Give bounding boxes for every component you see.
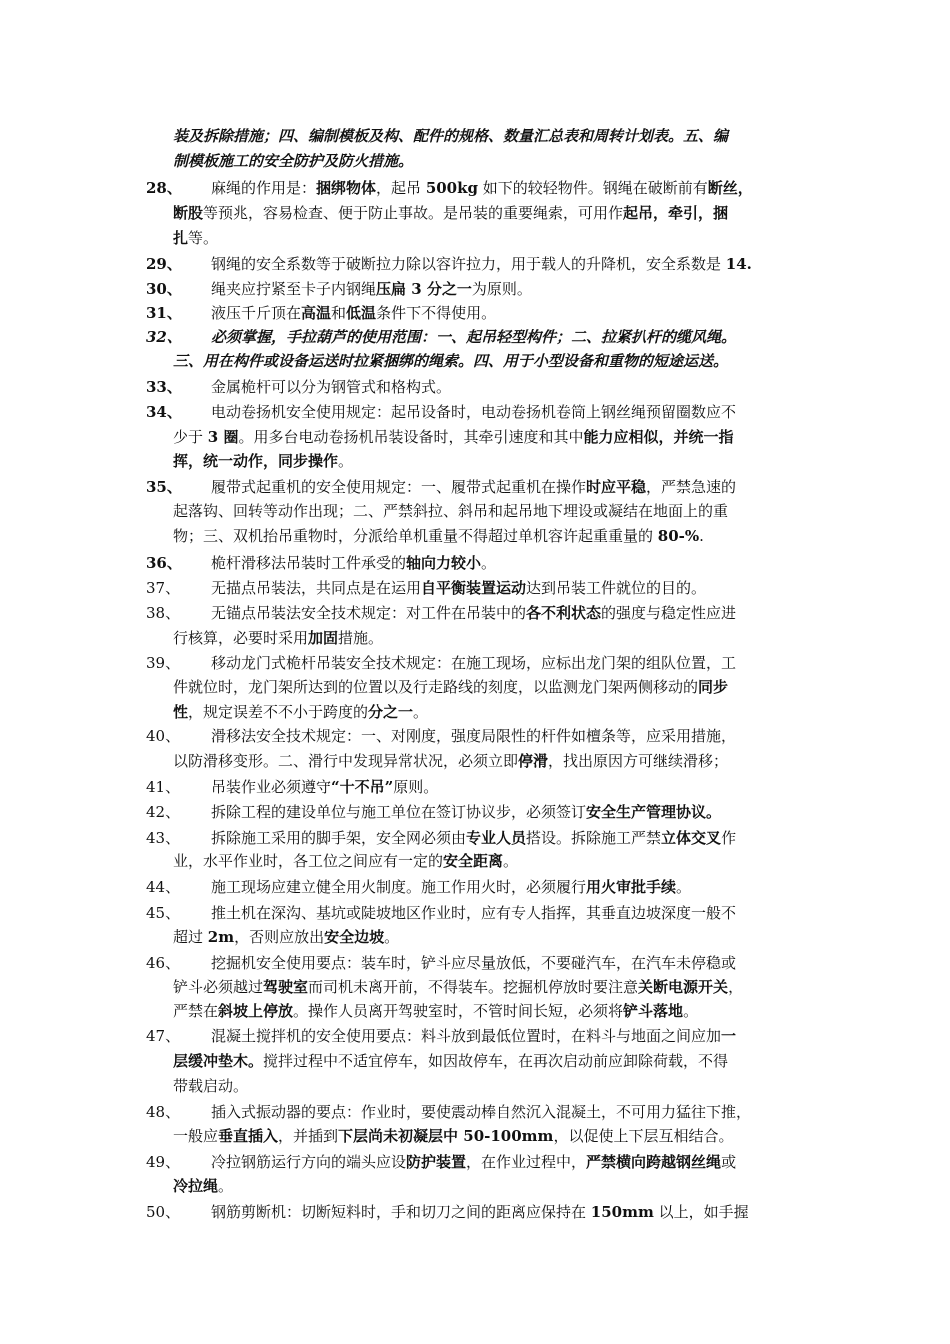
continuation-line bbox=[173, 702, 428, 724]
continuation-line bbox=[173, 751, 728, 773]
text-run: ，严禁急速的 bbox=[646, 478, 737, 496]
text-run: 混凝土搅拌机的安全使用要点：料斗放到最低位置时，在料斗与地面之间应加 bbox=[211, 1027, 722, 1045]
text-run: 以防滑移变形。二、滑行中发现异常状况，必须立即 bbox=[173, 752, 519, 770]
text-run: 拆除工程的建设单位与施工单位在签订协议步，必须签订 bbox=[211, 803, 587, 821]
item-text-line bbox=[211, 802, 721, 824]
item-number: 34、 bbox=[146, 403, 182, 421]
text-run: 。 bbox=[338, 452, 354, 470]
emphasized-text: “十不吊” bbox=[331, 778, 394, 796]
text-run: 少于 bbox=[173, 428, 208, 446]
text-run: 金属桅杆可以分为钢管式和格构式。 bbox=[211, 378, 452, 396]
item-number: 32、 bbox=[146, 328, 182, 346]
item-number: 45、 bbox=[146, 904, 181, 922]
continuation-line bbox=[173, 927, 399, 949]
text-run: ，否则应放出 bbox=[234, 928, 325, 946]
item-text-line bbox=[211, 903, 736, 925]
text-run: 起落钩、回转等动作出现；二、严禁斜拉、斜吊和起吊地下埋设或凝结在地面上的重 bbox=[173, 502, 729, 520]
text-run: 条件下不得使用。 bbox=[376, 304, 497, 322]
continuation-line bbox=[173, 1176, 233, 1198]
item-text-line bbox=[211, 1152, 736, 1174]
continuation-line bbox=[173, 351, 728, 373]
text-run: 。操作人员离开驾驶室时，不管时间长短，必须将 bbox=[293, 1002, 624, 1020]
emphasized-text: 性 bbox=[173, 703, 189, 721]
item-text-line bbox=[211, 402, 736, 424]
item-number: 36、 bbox=[146, 554, 182, 572]
item-number: 29、 bbox=[146, 255, 182, 273]
emphasized-text: 冷拉绳 bbox=[173, 1177, 219, 1195]
text-run: 移动龙门式桅杆吊装安全技术规定：在施工现场，应标出龙门架的组队位置，工 bbox=[211, 654, 737, 672]
text-run: 电动卷扬机安全使用规定：起吊设备时，电动卷扬机卷筒上钢丝绳预留圈数应不 bbox=[211, 403, 737, 421]
item-number: 30、 bbox=[146, 280, 182, 298]
emphasized-text: 安全边坡 bbox=[324, 928, 385, 946]
emphasized-text: 低温 bbox=[346, 304, 377, 322]
emphasized-text: 制模板施工的安全防护及防火措施。 bbox=[173, 152, 414, 170]
item-number: 33、 bbox=[146, 378, 182, 396]
text-run: 以上，如手握 bbox=[653, 1203, 749, 1221]
emphasized-text: 驾驶室 bbox=[263, 978, 309, 996]
text-run: 件就位时，龙门架所达到的位置以及行走路线的刻度，以监测龙门架两侧移动的 bbox=[173, 678, 699, 696]
emphasized-text: 150mm bbox=[590, 1203, 654, 1221]
item-number: 48、 bbox=[146, 1103, 181, 1121]
item-number: 40、 bbox=[146, 727, 181, 745]
emphasized-text: 各不利状态 bbox=[526, 604, 602, 622]
text-run: . bbox=[699, 527, 704, 545]
emphasized-text: 断丝， bbox=[707, 179, 753, 197]
text-run: 作 bbox=[721, 829, 737, 847]
emphasized-text: 防护装置 bbox=[406, 1153, 467, 1171]
emphasized-text: 立体交叉 bbox=[661, 829, 722, 847]
text-run: 。 bbox=[683, 1002, 699, 1020]
emphasized-text: 高温 bbox=[301, 304, 332, 322]
text-run: 物；三、双机抬吊重物时，分派给单机重量不得超过单机容许起重重量的 bbox=[173, 527, 658, 545]
item-text-line bbox=[211, 327, 736, 349]
item-number: 43、 bbox=[146, 829, 181, 847]
emphasized-text: 安全生产管理协议。 bbox=[586, 803, 722, 821]
text-run: 冷拉钢筋运行方向的端头应设 bbox=[211, 1153, 407, 1171]
item-text-line bbox=[211, 1202, 749, 1224]
text-run: 业，水平作业时，各工位之间应有一定的 bbox=[173, 852, 444, 870]
text-run: 达到吊装工件就位的目的。 bbox=[526, 579, 707, 597]
text-run: 。 bbox=[384, 928, 400, 946]
item-text-line bbox=[211, 279, 532, 301]
continuation-line bbox=[173, 677, 728, 699]
emphasized-text: 加固 bbox=[308, 629, 339, 647]
item-number: 39、 bbox=[146, 654, 181, 672]
text-run: 。用多台电动卷扬机吊装设备时，其牵引速度和其中 bbox=[238, 428, 584, 446]
text-run: 如下的较轻物件。钢绳在破断前有 bbox=[478, 179, 708, 197]
emphasized-text: 装及拆除措施；四、编制模板及构、配件的规格、数量汇总表和周转计划表。五、编 bbox=[173, 127, 729, 145]
emphasized-text: 2m bbox=[207, 928, 235, 946]
item-number: 44、 bbox=[146, 878, 181, 896]
emphasized-text: 捆绑物体 bbox=[316, 179, 377, 197]
emphasized-text: 专业人员 bbox=[466, 829, 527, 847]
text-run: 。 bbox=[218, 1177, 234, 1195]
emphasized-text: 3 圈 bbox=[207, 428, 239, 446]
emphasized-text: 垂直插入 bbox=[218, 1127, 279, 1145]
emphasized-text: 停滑 bbox=[518, 752, 549, 770]
item-number: 35、 bbox=[146, 478, 182, 496]
item-number: 38、 bbox=[146, 604, 181, 622]
item-text-line bbox=[211, 877, 691, 899]
text-run: ，以促使上下层互相结合。 bbox=[553, 1127, 734, 1145]
text-run: 钢绳的安全系数等于破断拉力除以容许拉力，用于载人的升降机，安全系数是 bbox=[211, 255, 726, 273]
text-run: 无描点吊装法，共同点是在运用 bbox=[211, 579, 422, 597]
text-run: ，找出原因方可继续滑移； bbox=[548, 752, 729, 770]
emphasized-text: 时应平稳 bbox=[586, 478, 647, 496]
text-run: 。 bbox=[676, 878, 692, 896]
emphasized-text: 严禁横向跨越钢丝绳 bbox=[586, 1153, 722, 1171]
continuation-line bbox=[173, 151, 413, 173]
item-number: 37、 bbox=[146, 579, 181, 597]
text-run: 绳夹应拧紧至卡子内钢绳 bbox=[211, 280, 377, 298]
text-run: 推土机在深沟、基坑或陡坡地区作业时，应有专人指挥，其垂直边坡深度一般不 bbox=[211, 904, 737, 922]
emphasized-text: 500kg bbox=[425, 179, 479, 197]
text-run: 超过 bbox=[173, 928, 208, 946]
continuation-line bbox=[173, 977, 743, 999]
item-number: 28、 bbox=[146, 179, 182, 197]
text-run: 滑移法安全技术规定：一、对刚度，强度局限性的杆件如檀条等，应采用措施， bbox=[211, 727, 737, 745]
emphasized-text: 必须掌握，手拉葫芦的使用范围：一、起吊轻型构件；二、拉紧扒杆的缆风绳。 bbox=[211, 328, 737, 346]
item-number: 31、 bbox=[146, 304, 182, 322]
continuation-line bbox=[173, 1076, 248, 1098]
text-run: 挖掘机安全使用要点：装车时，铲斗应尽量放低，不要碰汽车，在汽车未停稳或 bbox=[211, 954, 737, 972]
emphasized-text: 轴向力较小 bbox=[406, 554, 482, 572]
text-run: 无锚点吊装法安全技术规定：对工件在吊装中的 bbox=[211, 604, 527, 622]
item-text-line bbox=[211, 377, 451, 399]
item-text-line bbox=[211, 303, 496, 325]
continuation-line bbox=[173, 203, 728, 225]
text-run: 搭设。拆除施工严禁 bbox=[526, 829, 662, 847]
text-run: 的强度与稳定性应进 bbox=[601, 604, 737, 622]
emphasized-text: 14. bbox=[725, 255, 752, 273]
item-text-line bbox=[211, 603, 736, 625]
text-run: 桅杆滑移法吊装时工件承受的 bbox=[211, 554, 407, 572]
item-text-line bbox=[211, 777, 438, 799]
text-run: 为原则。 bbox=[471, 280, 532, 298]
text-run: 原则。 bbox=[393, 778, 439, 796]
emphasized-text: 三、用在构件或设备运送时拉紧捆绑的绳索。四、用于小型设备和重物的短途运送。 bbox=[173, 352, 729, 370]
text-run: 拆除施工采用的脚手架，安全网必须由 bbox=[211, 829, 467, 847]
continuation-line bbox=[173, 526, 704, 548]
text-run: 搅拌过程中不适宜停车，如因故停车，在再次启动前应卸除荷载，不得 bbox=[263, 1052, 729, 1070]
emphasized-text: 自平衡装置运动 bbox=[421, 579, 527, 597]
continuation-line bbox=[173, 1001, 698, 1023]
text-run: 。 bbox=[481, 554, 497, 572]
emphasized-text: 压扁 3 分之一 bbox=[376, 280, 472, 298]
emphasized-text: 关断电源开关 bbox=[638, 978, 729, 996]
emphasized-text: 斜坡上停放 bbox=[218, 1002, 294, 1020]
item-text-line bbox=[211, 1102, 751, 1124]
text-run: 措施。 bbox=[338, 629, 384, 647]
item-text-line bbox=[211, 178, 753, 200]
text-run: 液压千斤顶在 bbox=[211, 304, 302, 322]
item-text-line bbox=[211, 553, 496, 575]
text-run: ，并插到 bbox=[278, 1127, 339, 1145]
item-number: 42、 bbox=[146, 803, 181, 821]
emphasized-text: 扎 bbox=[173, 229, 189, 247]
emphasized-text: 80-% bbox=[657, 527, 700, 545]
emphasized-text: 分之一 bbox=[368, 703, 414, 721]
text-run: 。 bbox=[413, 703, 429, 721]
text-run: ，规定误差不不小于跨度的 bbox=[188, 703, 369, 721]
item-text-line bbox=[211, 477, 736, 499]
item-text-line bbox=[211, 1026, 736, 1048]
item-text-line bbox=[211, 653, 736, 675]
emphasized-text: 断股 bbox=[173, 204, 204, 222]
text-run: 履带式起重机的安全使用规定：一、履带式起重机在操作 bbox=[211, 478, 587, 496]
emphasized-text: 铲斗落地 bbox=[623, 1002, 684, 1020]
continuation-line bbox=[173, 451, 353, 473]
emphasized-text: 同步 bbox=[698, 678, 729, 696]
item-text-line bbox=[211, 953, 736, 975]
item-text-line bbox=[211, 726, 736, 748]
text-run: 。 bbox=[503, 852, 519, 870]
continuation-line bbox=[173, 228, 218, 250]
continuation-line bbox=[173, 851, 518, 873]
emphasized-text: 起吊，牵引，捆 bbox=[623, 204, 729, 222]
text-run: 钢筋剪断机：切断短料时，手和切刀之间的距离应保持在 bbox=[211, 1203, 591, 1221]
text-run: ， bbox=[728, 978, 744, 996]
text-run: 行核算，必要时采用 bbox=[173, 629, 309, 647]
item-text-line bbox=[211, 254, 752, 276]
item-number: 47、 bbox=[146, 1027, 181, 1045]
emphasized-text: 一 bbox=[721, 1027, 737, 1045]
text-run: 而司机未离开前，不得装车。挖掘机停放时要注意 bbox=[308, 978, 639, 996]
text-run: 插入式振动器的要点：作业时，要使震动棒自然沉入混凝土，不可用力猛往下推， bbox=[211, 1103, 752, 1121]
text-run: 一般应 bbox=[173, 1127, 219, 1145]
continuation-line bbox=[173, 1051, 728, 1073]
continuation-line bbox=[173, 427, 733, 449]
emphasized-text: 层缓冲垫木。 bbox=[173, 1052, 264, 1070]
text-run: 施工现场应建立健全用火制度。施工作用火时，必须履行 bbox=[211, 878, 587, 896]
continuation-line bbox=[173, 628, 383, 650]
emphasized-text: 能力应相似，并统一指 bbox=[583, 428, 734, 446]
continuation-line bbox=[173, 1126, 733, 1148]
text-run: 等。 bbox=[188, 229, 219, 247]
emphasized-text: 安全距离 bbox=[443, 852, 504, 870]
text-run: 吊装作业必须遵守 bbox=[211, 778, 332, 796]
text-run: ，在作业过程中， bbox=[466, 1153, 587, 1171]
emphasized-text: 挥，统一动作，同步操作 bbox=[173, 452, 339, 470]
item-number: 46、 bbox=[146, 954, 181, 972]
emphasized-text: 下层尚未初凝层中 50-100mm bbox=[338, 1127, 554, 1145]
item-number: 41、 bbox=[146, 778, 181, 796]
emphasized-text: 用火审批手续 bbox=[586, 878, 677, 896]
continuation-line bbox=[173, 126, 728, 148]
text-run: 铲斗必须越过 bbox=[173, 978, 264, 996]
text-run: 带载启动。 bbox=[173, 1077, 249, 1095]
item-number: 49、 bbox=[146, 1153, 181, 1171]
item-text-line bbox=[211, 828, 736, 850]
continuation-line bbox=[173, 501, 728, 523]
text-run: 和 bbox=[331, 304, 347, 322]
text-run: ，起吊 bbox=[376, 179, 426, 197]
text-run: 严禁在 bbox=[173, 1002, 219, 1020]
text-run: 等预兆，容易检查、便于防止事故。是吊装的重要绳索，可用作 bbox=[203, 204, 624, 222]
item-text-line bbox=[211, 578, 706, 600]
item-number: 50、 bbox=[146, 1203, 181, 1221]
text-run: 麻绳的作用是： bbox=[211, 179, 317, 197]
text-run: 或 bbox=[721, 1153, 737, 1171]
